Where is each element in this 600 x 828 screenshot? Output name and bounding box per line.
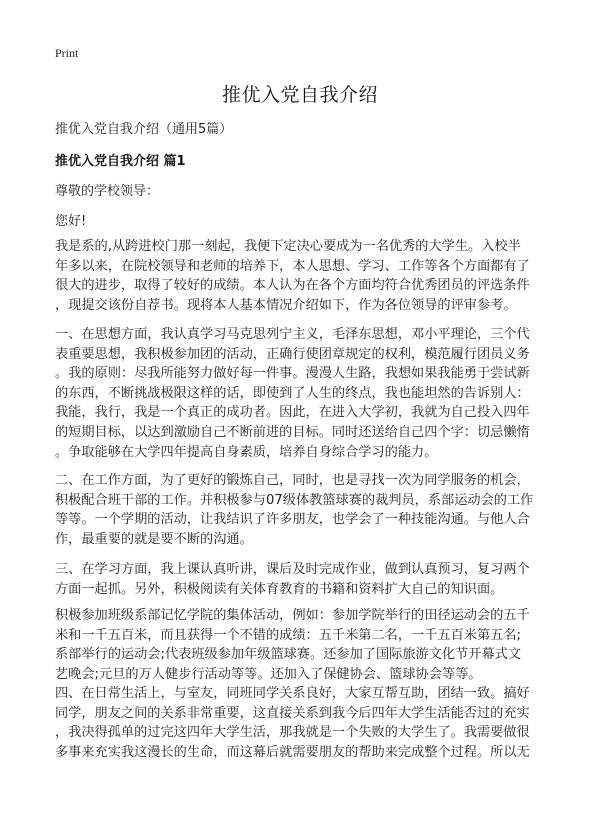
paragraph-line: 表重要思想，我积极参加团的活动，正确行使团章规定的权利，模范履行团员义务: [55, 346, 530, 362]
paragraph-line: 艺晚会;元旦的万人健步行活动等等。还加入了保健协会、篮球协会等等。: [55, 666, 482, 682]
paragraph-intro: [55, 237, 553, 315]
paragraph-line: 方面一起抓。另外，积极阅读有关体育教育的书籍和资料扩大自己的知识面。: [55, 581, 504, 597]
paragraph-line: 年多以来，在院校领导和老师的培养下，本人思想、学习、工作等各个方面都有了: [55, 258, 530, 274]
paragraph-ideology: [55, 325, 553, 462]
paragraph-daily-life: [55, 684, 553, 762]
paragraph-line: 积极参加班级系部记忆学院的集体活动，例如：参加学院举行的田径运动会的五千: [55, 608, 530, 623]
paragraph-line: ，我决得孤单的过完这四年大学生活，那我就是一个失败的大学生了。我需要做很: [55, 725, 530, 741]
paragraph-line: 积极配合班干部的工作。并积极参与07级体教篮球赛的裁判员，系部运动会的工作: [55, 492, 534, 508]
paragraph-line: 多事来充实我这漫长的生命，而这幕后就需要朋友的帮助来完成整个过程。所以无: [55, 744, 530, 760]
paragraph-work: [55, 471, 553, 549]
paragraph-line: 。争取能够在大学四年提高自身素质，培养自身综合学习的能力。: [55, 444, 438, 460]
paragraph-line: ，现提交该份自荐书。现将本人基本情况介绍如下，作为各位领导的评审参考。: [55, 297, 517, 313]
greeting: 您好!: [55, 214, 87, 229]
paragraph-line: 米和一千五百米，而且获得一个不错的成绩：五千米第二名，一千五百米第五名;: [55, 627, 522, 643]
paragraph-line: 很大的进步，取得了较好的成绩。本人认为在各个方面均符合优秀团员的评选条件: [55, 278, 530, 294]
paragraph-line: 我是系的,从跨进校门那一刻起，我便下定决心要成为一名优秀的大学生。入校半: [55, 239, 521, 254]
paragraph-line: 二、在工作方面，为了更好的锻炼自己，同时，也是寻找一次为同学服务的机会，: [55, 473, 530, 488]
paragraph-line: 四、在日常生活上，与室友，同班同学关系良好，大家互帮互助，团结一致。搞好: [55, 686, 530, 701]
paragraph-line: 作，最重要的就是要不断的沟通。: [55, 531, 253, 547]
paragraph-line: 一、在思想方面，我认真学习马克思列宁主义，毛泽东思想，邓小平理论，三个代: [55, 327, 530, 342]
paragraph-line: 的东西，不断挑战极限这样的话，即使到了人生的终点，我也能坦然的告诉别人：: [55, 385, 530, 401]
paragraph-line: 同学，朋友之间的关系非常重要，这直接关系到我今后四年大学生活能否过的充实: [55, 705, 530, 721]
paragraph-study: [55, 560, 553, 599]
paragraph-activities: [55, 606, 553, 684]
paragraph-line: 我能，我行，我是一个真正的成功者。因此，在进入大学初，我就为自己投入四年: [55, 405, 530, 421]
document-title: 推优入党自我介绍: [221, 84, 378, 106]
paragraph-line: 。我的原则：尽我所能努力做好每一件事。漫漫人生路，我想如果我能勇于尝试新: [55, 366, 530, 382]
paragraph-line: 系部举行的运动会;代表班级参加年级篮球赛。还参加了国际旅游文化节开幕式文: [55, 647, 522, 663]
salutation: 尊敬的学校领导：: [55, 184, 160, 199]
paragraph-line: 等等。一个学期的活动，让我结识了许多朋友，也学会了一种技能沟通。与他人合: [55, 512, 530, 528]
paragraph-line: 的短期目标，以达到激励自己不断前进的目标。同时还送给自己四个字：切忌懒惰: [55, 424, 530, 440]
print-link[interactable]: Print: [55, 46, 79, 60]
document-subtitle: 推优入党自我介绍（通用5篇）: [55, 122, 233, 137]
paragraph-line: 三、在学习方面，我上课认真听讲，课后及时完成作业，做到认真预习，复习两个: [55, 562, 530, 577]
section-heading: 推优入党自我介绍 篇1: [55, 154, 186, 169]
